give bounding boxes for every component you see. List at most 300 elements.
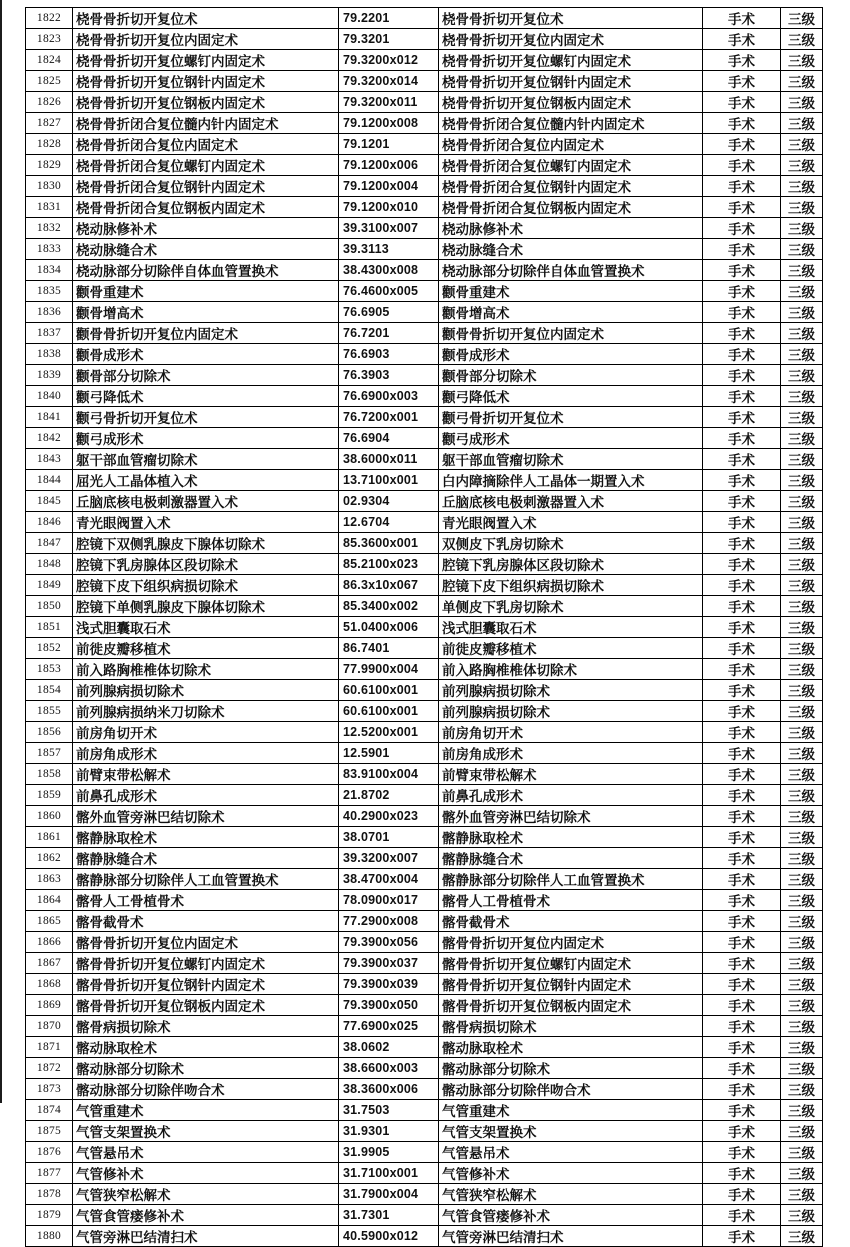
row-number-cell: 1831 <box>26 197 73 218</box>
category-cell: 手术 <box>703 1100 781 1121</box>
category-cell: 手术 <box>703 743 781 764</box>
category-cell: 手术 <box>703 974 781 995</box>
table-row <box>26 260 823 281</box>
level-cell: 三级 <box>781 302 823 323</box>
procedure-code-cell: 60.6100x001 <box>339 701 439 722</box>
category-cell: 手术 <box>703 428 781 449</box>
row-number-cell: 1867 <box>26 953 73 974</box>
procedure-name-repeat-cell: 气管重建术 <box>439 1100 703 1121</box>
procedure-name-cell: 桡骨骨折闭合复位钢板内固定术 <box>73 197 339 218</box>
procedure-name-repeat-cell: 颧骨重建术 <box>439 281 703 302</box>
procedure-code-cell: 12.5200x001 <box>339 722 439 743</box>
procedure-name-cell: 前房角成形术 <box>73 743 339 764</box>
procedure-name-cell: 颧骨增高术 <box>73 302 339 323</box>
row-number-cell: 1878 <box>26 1184 73 1205</box>
row-number-cell: 1843 <box>26 449 73 470</box>
procedure-name-repeat-cell: 前列腺病损切除术 <box>439 701 703 722</box>
procedure-name-cell: 髂骨截骨术 <box>73 911 339 932</box>
row-number-cell: 1858 <box>26 764 73 785</box>
procedure-name-repeat-cell: 颧骨部分切除术 <box>439 365 703 386</box>
procedure-name-cell: 髂骨骨折切开复位钢针内固定术 <box>73 974 339 995</box>
procedure-code-cell: 31.7503 <box>339 1100 439 1121</box>
category-cell: 手术 <box>703 92 781 113</box>
table-row <box>26 1037 823 1058</box>
row-number-cell: 1842 <box>26 428 73 449</box>
procedure-name-repeat-cell: 颧弓成形术 <box>439 428 703 449</box>
category-cell: 手术 <box>703 239 781 260</box>
procedure-code-cell: 38.4700x004 <box>339 869 439 890</box>
procedure-name-repeat-cell: 髂骨骨折切开复位螺钉内固定术 <box>439 953 703 974</box>
row-number-cell: 1879 <box>26 1205 73 1226</box>
procedure-name-repeat-cell: 髂骨骨折切开复位钢针内固定术 <box>439 974 703 995</box>
table-row <box>26 953 823 974</box>
row-number-cell: 1856 <box>26 722 73 743</box>
procedure-code-cell: 76.6904 <box>339 428 439 449</box>
row-number-cell: 1852 <box>26 638 73 659</box>
procedure-name-cell: 前列腺病损切除术 <box>73 680 339 701</box>
procedure-name-cell: 髂动脉部分切除术 <box>73 1058 339 1079</box>
row-number-cell: 1847 <box>26 533 73 554</box>
level-cell: 三级 <box>781 512 823 533</box>
procedure-code-cell: 85.3400x002 <box>339 596 439 617</box>
row-number-cell: 1875 <box>26 1121 73 1142</box>
category-cell: 手术 <box>703 281 781 302</box>
procedure-name-repeat-cell: 髂骨病损切除术 <box>439 1016 703 1037</box>
row-number-cell: 1872 <box>26 1058 73 1079</box>
procedure-name-repeat-cell: 腔镜下乳房腺体区段切除术 <box>439 554 703 575</box>
procedure-code-cell: 38.4300x008 <box>339 260 439 281</box>
procedure-name-repeat-cell: 桡骨骨折闭合复位钢针内固定术 <box>439 176 703 197</box>
level-cell: 三级 <box>781 71 823 92</box>
row-number-cell: 1874 <box>26 1100 73 1121</box>
table-row <box>26 113 823 134</box>
table-row <box>26 1205 823 1226</box>
level-cell: 三级 <box>781 680 823 701</box>
category-cell: 手术 <box>703 449 781 470</box>
category-cell: 手术 <box>703 617 781 638</box>
procedure-name-repeat-cell: 髂骨截骨术 <box>439 911 703 932</box>
procedure-name-repeat-cell: 前列腺病损切除术 <box>439 680 703 701</box>
procedure-name-cell: 髂骨人工骨植骨术 <box>73 890 339 911</box>
table-row <box>26 491 823 512</box>
level-cell: 三级 <box>781 344 823 365</box>
row-number-cell: 1859 <box>26 785 73 806</box>
procedure-name-repeat-cell: 前房角成形术 <box>439 743 703 764</box>
row-number-cell: 1873 <box>26 1079 73 1100</box>
table-row <box>26 1184 823 1205</box>
category-cell: 手术 <box>703 512 781 533</box>
level-cell: 三级 <box>781 932 823 953</box>
procedure-code-cell: 76.3903 <box>339 365 439 386</box>
procedure-code-cell: 38.6000x011 <box>339 449 439 470</box>
category-cell: 手术 <box>703 386 781 407</box>
table-row <box>26 1100 823 1121</box>
procedure-name-cell: 髂静脉取栓术 <box>73 827 339 848</box>
procedure-name-cell: 髂静脉缝合术 <box>73 848 339 869</box>
procedure-name-cell: 颧骨部分切除术 <box>73 365 339 386</box>
procedure-code-cell: 39.3200x007 <box>339 848 439 869</box>
procedure-name-repeat-cell: 躯干部血管瘤切除术 <box>439 449 703 470</box>
procedure-table <box>25 7 823 1247</box>
procedure-name-cell: 腔镜下单侧乳腺皮下腺体切除术 <box>73 596 339 617</box>
level-cell: 三级 <box>781 869 823 890</box>
row-number-cell: 1862 <box>26 848 73 869</box>
table-row <box>26 1163 823 1184</box>
level-cell: 三级 <box>781 134 823 155</box>
procedure-name-cell: 桡动脉缝合术 <box>73 239 339 260</box>
table-row <box>26 974 823 995</box>
row-number-cell: 1866 <box>26 932 73 953</box>
level-cell: 三级 <box>781 554 823 575</box>
table-row <box>26 29 823 50</box>
category-cell: 手术 <box>703 155 781 176</box>
row-number-cell: 1828 <box>26 134 73 155</box>
procedure-code-cell: 79.3200x011 <box>339 92 439 113</box>
row-number-cell: 1826 <box>26 92 73 113</box>
procedure-name-repeat-cell: 气管悬吊术 <box>439 1142 703 1163</box>
procedure-name-repeat-cell: 白内障摘除伴人工晶体一期置入术 <box>439 470 703 491</box>
row-number-cell: 1871 <box>26 1037 73 1058</box>
procedure-table-body <box>26 8 823 1247</box>
category-cell: 手术 <box>703 470 781 491</box>
procedure-name-repeat-cell: 颧弓降低术 <box>439 386 703 407</box>
procedure-name-cell: 颧弓成形术 <box>73 428 339 449</box>
table-row <box>26 680 823 701</box>
procedure-name-repeat-cell: 腔镜下皮下组织病损切除术 <box>439 575 703 596</box>
level-cell: 三级 <box>781 197 823 218</box>
procedure-name-cell: 桡骨骨折闭合复位钢针内固定术 <box>73 176 339 197</box>
row-number-cell: 1824 <box>26 50 73 71</box>
procedure-code-cell: 76.6905 <box>339 302 439 323</box>
row-number-cell: 1841 <box>26 407 73 428</box>
table-row <box>26 575 823 596</box>
category-cell: 手术 <box>703 407 781 428</box>
procedure-code-cell: 77.9900x004 <box>339 659 439 680</box>
procedure-name-cell: 前房角切开术 <box>73 722 339 743</box>
table-row <box>26 890 823 911</box>
procedure-name-repeat-cell: 单侧皮下乳房切除术 <box>439 596 703 617</box>
procedure-name-repeat-cell: 桡骨骨折切开复位螺钉内固定术 <box>439 50 703 71</box>
procedure-code-cell: 77.6900x025 <box>339 1016 439 1037</box>
row-number-cell: 1849 <box>26 575 73 596</box>
category-cell: 手术 <box>703 722 781 743</box>
procedure-code-cell: 38.6600x003 <box>339 1058 439 1079</box>
procedure-name-cell: 前徙皮瓣移植术 <box>73 638 339 659</box>
category-cell: 手术 <box>703 659 781 680</box>
procedure-name-cell: 桡骨骨折切开复位内固定术 <box>73 29 339 50</box>
table-row <box>26 344 823 365</box>
procedure-name-repeat-cell: 桡骨骨折切开复位术 <box>439 8 703 29</box>
row-number-cell: 1848 <box>26 554 73 575</box>
level-cell: 三级 <box>781 113 823 134</box>
procedure-name-cell: 髂外血管旁淋巴结切除术 <box>73 806 339 827</box>
procedure-name-repeat-cell: 桡动脉修补术 <box>439 218 703 239</box>
table-row <box>26 1016 823 1037</box>
procedure-code-cell: 12.5901 <box>339 743 439 764</box>
level-cell: 三级 <box>781 911 823 932</box>
table-row <box>26 827 823 848</box>
procedure-code-cell: 12.6704 <box>339 512 439 533</box>
level-cell: 三级 <box>781 995 823 1016</box>
row-number-cell: 1868 <box>26 974 73 995</box>
procedure-name-cell: 屈光人工晶体植入术 <box>73 470 339 491</box>
level-cell: 三级 <box>781 848 823 869</box>
procedure-name-repeat-cell: 气管狭窄松解术 <box>439 1184 703 1205</box>
category-cell: 手术 <box>703 1037 781 1058</box>
table-row <box>26 554 823 575</box>
table-row <box>26 302 823 323</box>
procedure-name-cell: 腔镜下双侧乳腺皮下腺体切除术 <box>73 533 339 554</box>
category-cell: 手术 <box>703 1163 781 1184</box>
category-cell: 手术 <box>703 890 781 911</box>
procedure-name-cell: 桡骨骨折闭合复位螺钉内固定术 <box>73 155 339 176</box>
category-cell: 手术 <box>703 1079 781 1100</box>
category-cell: 手术 <box>703 764 781 785</box>
procedure-code-cell: 21.8702 <box>339 785 439 806</box>
category-cell: 手术 <box>703 1184 781 1205</box>
procedure-name-cell: 气管悬吊术 <box>73 1142 339 1163</box>
level-cell: 三级 <box>781 1142 823 1163</box>
level-cell: 三级 <box>781 1163 823 1184</box>
table-row <box>26 512 823 533</box>
procedure-code-cell: 76.6900x003 <box>339 386 439 407</box>
row-number-cell: 1836 <box>26 302 73 323</box>
level-cell: 三级 <box>781 1016 823 1037</box>
procedure-name-cell: 丘脑底核电极刺激器置入术 <box>73 491 339 512</box>
procedure-name-cell: 髂静脉部分切除伴人工血管置换术 <box>73 869 339 890</box>
procedure-code-cell: 85.2100x023 <box>339 554 439 575</box>
row-number-cell: 1854 <box>26 680 73 701</box>
procedure-name-repeat-cell: 桡骨骨折切开复位钢板内固定术 <box>439 92 703 113</box>
procedure-code-cell: 79.3900x050 <box>339 995 439 1016</box>
procedure-code-cell: 79.3900x039 <box>339 974 439 995</box>
procedure-code-cell: 31.9905 <box>339 1142 439 1163</box>
category-cell: 手术 <box>703 260 781 281</box>
table-row <box>26 428 823 449</box>
procedure-name-cell: 桡骨骨折闭合复位髓内针内固定术 <box>73 113 339 134</box>
table-row <box>26 785 823 806</box>
level-cell: 三级 <box>781 407 823 428</box>
level-cell: 三级 <box>781 890 823 911</box>
level-cell: 三级 <box>781 176 823 197</box>
category-cell: 手术 <box>703 1058 781 1079</box>
procedure-code-cell: 38.3600x006 <box>339 1079 439 1100</box>
category-cell: 手术 <box>703 638 781 659</box>
level-cell: 三级 <box>781 722 823 743</box>
level-cell: 三级 <box>781 1037 823 1058</box>
table-row <box>26 365 823 386</box>
procedure-code-cell: 79.3200x014 <box>339 71 439 92</box>
procedure-name-repeat-cell: 气管旁淋巴结清扫术 <box>439 1226 703 1247</box>
category-cell: 手术 <box>703 1121 781 1142</box>
procedure-code-cell: 02.9304 <box>339 491 439 512</box>
level-cell: 三级 <box>781 50 823 71</box>
procedure-name-repeat-cell: 桡动脉部分切除伴自体血管置换术 <box>439 260 703 281</box>
level-cell: 三级 <box>781 743 823 764</box>
procedure-code-cell: 40.2900x023 <box>339 806 439 827</box>
table-row <box>26 50 823 71</box>
level-cell: 三级 <box>781 764 823 785</box>
table-row <box>26 8 823 29</box>
level-cell: 三级 <box>781 953 823 974</box>
level-cell: 三级 <box>781 92 823 113</box>
procedure-name-repeat-cell: 髂外血管旁淋巴结切除术 <box>439 806 703 827</box>
procedure-name-repeat-cell: 颧弓骨折切开复位术 <box>439 407 703 428</box>
category-cell: 手术 <box>703 533 781 554</box>
procedure-name-repeat-cell: 桡骨骨折闭合复位螺钉内固定术 <box>439 155 703 176</box>
table-row <box>26 218 823 239</box>
procedure-name-repeat-cell: 髂动脉部分切除伴吻合术 <box>439 1079 703 1100</box>
row-number-cell: 1839 <box>26 365 73 386</box>
row-number-cell: 1877 <box>26 1163 73 1184</box>
table-row <box>26 869 823 890</box>
table-row <box>26 197 823 218</box>
table-row <box>26 1058 823 1079</box>
table-row <box>26 92 823 113</box>
procedure-name-cell: 桡骨骨折切开复位钢针内固定术 <box>73 71 339 92</box>
level-cell: 三级 <box>781 239 823 260</box>
row-number-cell: 1840 <box>26 386 73 407</box>
procedure-name-cell: 腔镜下皮下组织病损切除术 <box>73 575 339 596</box>
procedure-name-repeat-cell: 桡动脉缝合术 <box>439 239 703 260</box>
procedure-name-repeat-cell: 髂静脉取栓术 <box>439 827 703 848</box>
procedure-name-repeat-cell: 髂骨骨折切开复位内固定术 <box>439 932 703 953</box>
procedure-name-repeat-cell: 髂骨骨折切开复位钢板内固定术 <box>439 995 703 1016</box>
procedure-name-repeat-cell: 颧骨成形术 <box>439 344 703 365</box>
cropped-column-border <box>0 0 2 1103</box>
procedure-code-cell: 86.3x10x067 <box>339 575 439 596</box>
category-cell: 手术 <box>703 218 781 239</box>
row-number-cell: 1838 <box>26 344 73 365</box>
category-cell: 手术 <box>703 1205 781 1226</box>
procedure-code-cell: 76.6903 <box>339 344 439 365</box>
procedure-code-cell: 31.7301 <box>339 1205 439 1226</box>
procedure-code-cell: 39.3113 <box>339 239 439 260</box>
row-number-cell: 1857 <box>26 743 73 764</box>
category-cell: 手术 <box>703 176 781 197</box>
table-row <box>26 659 823 680</box>
procedure-name-repeat-cell: 桡骨骨折闭合复位钢板内固定术 <box>439 197 703 218</box>
procedure-code-cell: 39.3100x007 <box>339 218 439 239</box>
level-cell: 三级 <box>781 1184 823 1205</box>
procedure-name-repeat-cell: 髂静脉部分切除伴人工血管置换术 <box>439 869 703 890</box>
level-cell: 三级 <box>781 8 823 29</box>
procedure-code-cell: 79.1200x006 <box>339 155 439 176</box>
table-row <box>26 743 823 764</box>
procedure-name-cell: 颧弓骨折切开复位术 <box>73 407 339 428</box>
procedure-code-cell: 38.0602 <box>339 1037 439 1058</box>
procedure-name-cell: 前鼻孔成形术 <box>73 785 339 806</box>
procedure-name-cell: 桡骨骨折闭合复位内固定术 <box>73 134 339 155</box>
procedure-name-repeat-cell: 前房角切开术 <box>439 722 703 743</box>
procedure-code-cell: 79.1200x004 <box>339 176 439 197</box>
procedure-code-cell: 86.7401 <box>339 638 439 659</box>
level-cell: 三级 <box>781 386 823 407</box>
category-cell: 手术 <box>703 869 781 890</box>
category-cell: 手术 <box>703 344 781 365</box>
procedure-code-cell: 31.9301 <box>339 1121 439 1142</box>
level-cell: 三级 <box>781 701 823 722</box>
level-cell: 三级 <box>781 533 823 554</box>
category-cell: 手术 <box>703 701 781 722</box>
procedure-name-repeat-cell: 丘脑底核电极刺激器置入术 <box>439 491 703 512</box>
procedure-name-cell: 桡动脉部分切除伴自体血管置换术 <box>73 260 339 281</box>
level-cell: 三级 <box>781 29 823 50</box>
row-number-cell: 1823 <box>26 29 73 50</box>
procedure-name-cell: 颧骨成形术 <box>73 344 339 365</box>
level-cell: 三级 <box>781 1121 823 1142</box>
procedure-name-repeat-cell: 髂骨人工骨植骨术 <box>439 890 703 911</box>
procedure-name-cell: 髂骨骨折切开复位钢板内固定术 <box>73 995 339 1016</box>
procedure-code-cell: 77.2900x008 <box>339 911 439 932</box>
level-cell: 三级 <box>781 155 823 176</box>
procedure-name-repeat-cell: 双侧皮下乳房切除术 <box>439 533 703 554</box>
row-number-cell: 1865 <box>26 911 73 932</box>
procedure-name-repeat-cell: 气管修补术 <box>439 1163 703 1184</box>
row-number-cell: 1853 <box>26 659 73 680</box>
procedure-code-cell: 79.3201 <box>339 29 439 50</box>
table-row <box>26 449 823 470</box>
category-cell: 手术 <box>703 806 781 827</box>
table-row <box>26 155 823 176</box>
procedure-name-cell: 髂动脉取栓术 <box>73 1037 339 1058</box>
procedure-name-cell: 前列腺病损纳米刀切除术 <box>73 701 339 722</box>
row-number-cell: 1870 <box>26 1016 73 1037</box>
category-cell: 手术 <box>703 596 781 617</box>
level-cell: 三级 <box>781 1100 823 1121</box>
procedure-name-repeat-cell: 前臂束带松解术 <box>439 764 703 785</box>
procedure-name-repeat-cell: 桡骨骨折闭合复位髓内针内固定术 <box>439 113 703 134</box>
category-cell: 手术 <box>703 323 781 344</box>
procedure-name-cell: 髂骨骨折切开复位螺钉内固定术 <box>73 953 339 974</box>
table-row <box>26 1142 823 1163</box>
table-row <box>26 1079 823 1100</box>
procedure-name-cell: 桡动脉修补术 <box>73 218 339 239</box>
procedure-name-cell: 腔镜下乳房腺体区段切除术 <box>73 554 339 575</box>
procedure-name-cell: 前入路胸椎椎体切除术 <box>73 659 339 680</box>
procedure-code-cell: 79.3200x012 <box>339 50 439 71</box>
procedure-name-repeat-cell: 前鼻孔成形术 <box>439 785 703 806</box>
table-row <box>26 407 823 428</box>
table-row <box>26 911 823 932</box>
category-cell: 手术 <box>703 785 781 806</box>
procedure-name-cell: 桡骨骨折切开复位螺钉内固定术 <box>73 50 339 71</box>
procedure-name-repeat-cell: 桡骨骨折闭合复位内固定术 <box>439 134 703 155</box>
level-cell: 三级 <box>781 365 823 386</box>
procedure-name-cell: 浅式胆囊取石术 <box>73 617 339 638</box>
procedure-code-cell: 79.1201 <box>339 134 439 155</box>
procedure-name-cell: 青光眼阀置入术 <box>73 512 339 533</box>
table-row <box>26 995 823 1016</box>
category-cell: 手术 <box>703 50 781 71</box>
table-row <box>26 134 823 155</box>
row-number-cell: 1822 <box>26 8 73 29</box>
table-row <box>26 617 823 638</box>
table-row <box>26 1121 823 1142</box>
row-number-cell: 1827 <box>26 113 73 134</box>
row-number-cell: 1869 <box>26 995 73 1016</box>
category-cell: 手术 <box>703 1142 781 1163</box>
row-number-cell: 1845 <box>26 491 73 512</box>
table-row <box>26 596 823 617</box>
category-cell: 手术 <box>703 953 781 974</box>
procedure-name-repeat-cell: 桡骨骨折切开复位钢针内固定术 <box>439 71 703 92</box>
procedure-name-repeat-cell: 青光眼阀置入术 <box>439 512 703 533</box>
table-row <box>26 764 823 785</box>
procedure-name-cell: 髂骨病损切除术 <box>73 1016 339 1037</box>
level-cell: 三级 <box>781 596 823 617</box>
level-cell: 三级 <box>781 491 823 512</box>
